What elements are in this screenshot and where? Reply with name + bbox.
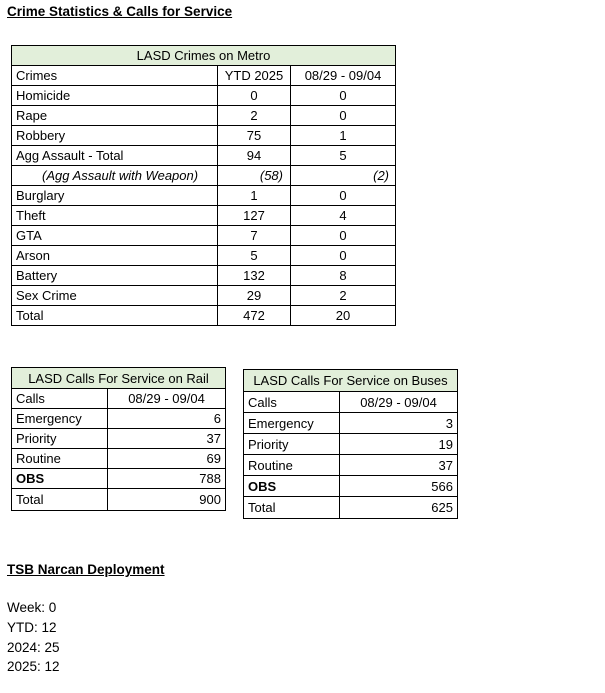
table-row	[12, 206, 396, 226]
ytd-value: 75	[218, 126, 291, 146]
narcan-line-2025: 2025: 12	[7, 659, 60, 674]
crime-type: Robbery	[12, 126, 218, 146]
narcan-section-title: TSB Narcan Deployment	[7, 562, 165, 577]
ytd-value: 2	[218, 106, 291, 126]
ytd-value: 94	[218, 146, 291, 166]
call-count: 19	[340, 434, 458, 455]
table-row	[12, 126, 396, 146]
table-row	[12, 469, 226, 489]
table-row	[244, 455, 458, 476]
rail-table-caption: LASD Calls For Service on Rail	[12, 368, 226, 389]
header-cell: Crimes	[12, 66, 218, 86]
week-value: 0	[291, 226, 396, 246]
call-type: Routine	[12, 449, 108, 469]
week-value: 0	[291, 246, 396, 266]
ytd-value: (58)	[218, 166, 291, 186]
table-row	[12, 146, 396, 166]
crime-type: Arson	[12, 246, 218, 266]
header-cell: 08/29 - 09/04	[340, 392, 458, 413]
table-row	[12, 106, 396, 126]
week-value: 4	[291, 206, 396, 226]
header-cell: YTD 2025	[218, 66, 291, 86]
crimes-table	[11, 45, 396, 326]
crime-type: Agg Assault - Total	[12, 146, 218, 166]
table-header-row	[12, 66, 396, 86]
table-row	[12, 266, 396, 286]
crimes-table-caption: LASD Crimes on Metro	[12, 46, 396, 66]
call-count: 6	[108, 409, 226, 429]
table-row	[12, 449, 226, 469]
call-type: OBS	[12, 469, 108, 489]
table-row	[244, 497, 458, 519]
crime-type: Homicide	[12, 86, 218, 106]
table-row	[12, 226, 396, 246]
week-value: 0	[291, 106, 396, 126]
ytd-value: 29	[218, 286, 291, 306]
ytd-value: 472	[218, 306, 291, 326]
call-type: OBS	[244, 476, 340, 497]
table-row	[12, 166, 396, 186]
page-title: Crime Statistics & Calls for Service	[7, 4, 233, 19]
call-type: Priority	[12, 429, 108, 449]
table-row	[12, 429, 226, 449]
call-type: Priority	[244, 434, 340, 455]
header-cell: Calls	[244, 392, 340, 413]
week-value: 5	[291, 146, 396, 166]
bus-calls-table	[243, 369, 458, 519]
narcan-line-2024: 2024: 25	[7, 640, 60, 655]
call-count: 900	[108, 489, 226, 511]
narcan-line-week: Week: 0	[7, 600, 57, 615]
crime-type: Rape	[12, 106, 218, 126]
rail-calls-table	[11, 367, 226, 511]
table-row	[12, 246, 396, 266]
call-count: 37	[108, 429, 226, 449]
crime-type: Total	[12, 306, 218, 326]
header-cell: Calls	[12, 389, 108, 409]
table-header-row	[12, 389, 226, 409]
call-count: 3	[340, 413, 458, 434]
call-count: 625	[340, 497, 458, 519]
ytd-value: 7	[218, 226, 291, 246]
week-value: 8	[291, 266, 396, 286]
narcan-line-ytd: YTD: 12	[7, 620, 57, 635]
header-cell: 08/29 - 09/04	[108, 389, 226, 409]
call-count: 566	[340, 476, 458, 497]
crime-type: GTA	[12, 226, 218, 246]
table-row	[12, 186, 396, 206]
week-value: 0	[291, 86, 396, 106]
ytd-value: 127	[218, 206, 291, 226]
table-row	[12, 409, 226, 429]
table-header-row	[244, 392, 458, 413]
call-type: Emergency	[244, 413, 340, 434]
table-row	[12, 306, 396, 326]
table-row	[12, 489, 226, 511]
header-cell: 08/29 - 09/04	[291, 66, 396, 86]
crime-type: Burglary	[12, 186, 218, 206]
call-count: 788	[108, 469, 226, 489]
call-type: Total	[12, 489, 108, 511]
table-row	[244, 434, 458, 455]
week-value: 2	[291, 286, 396, 306]
table-row	[12, 86, 396, 106]
table-row	[12, 286, 396, 306]
crime-type: Battery	[12, 266, 218, 286]
crime-type: (Agg Assault with Weapon)	[12, 166, 218, 186]
table-row	[244, 413, 458, 434]
crime-type: Sex Crime	[12, 286, 218, 306]
week-value: 20	[291, 306, 396, 326]
call-type: Emergency	[12, 409, 108, 429]
ytd-value: 5	[218, 246, 291, 266]
call-count: 69	[108, 449, 226, 469]
call-count: 37	[340, 455, 458, 476]
week-value: (2)	[291, 166, 396, 186]
bus-table-caption: LASD Calls For Service on Buses	[244, 370, 458, 392]
ytd-value: 1	[218, 186, 291, 206]
week-value: 1	[291, 126, 396, 146]
ytd-value: 0	[218, 86, 291, 106]
table-row	[244, 476, 458, 497]
call-type: Total	[244, 497, 340, 519]
crime-type: Theft	[12, 206, 218, 226]
ytd-value: 132	[218, 266, 291, 286]
call-type: Routine	[244, 455, 340, 476]
week-value: 0	[291, 186, 396, 206]
